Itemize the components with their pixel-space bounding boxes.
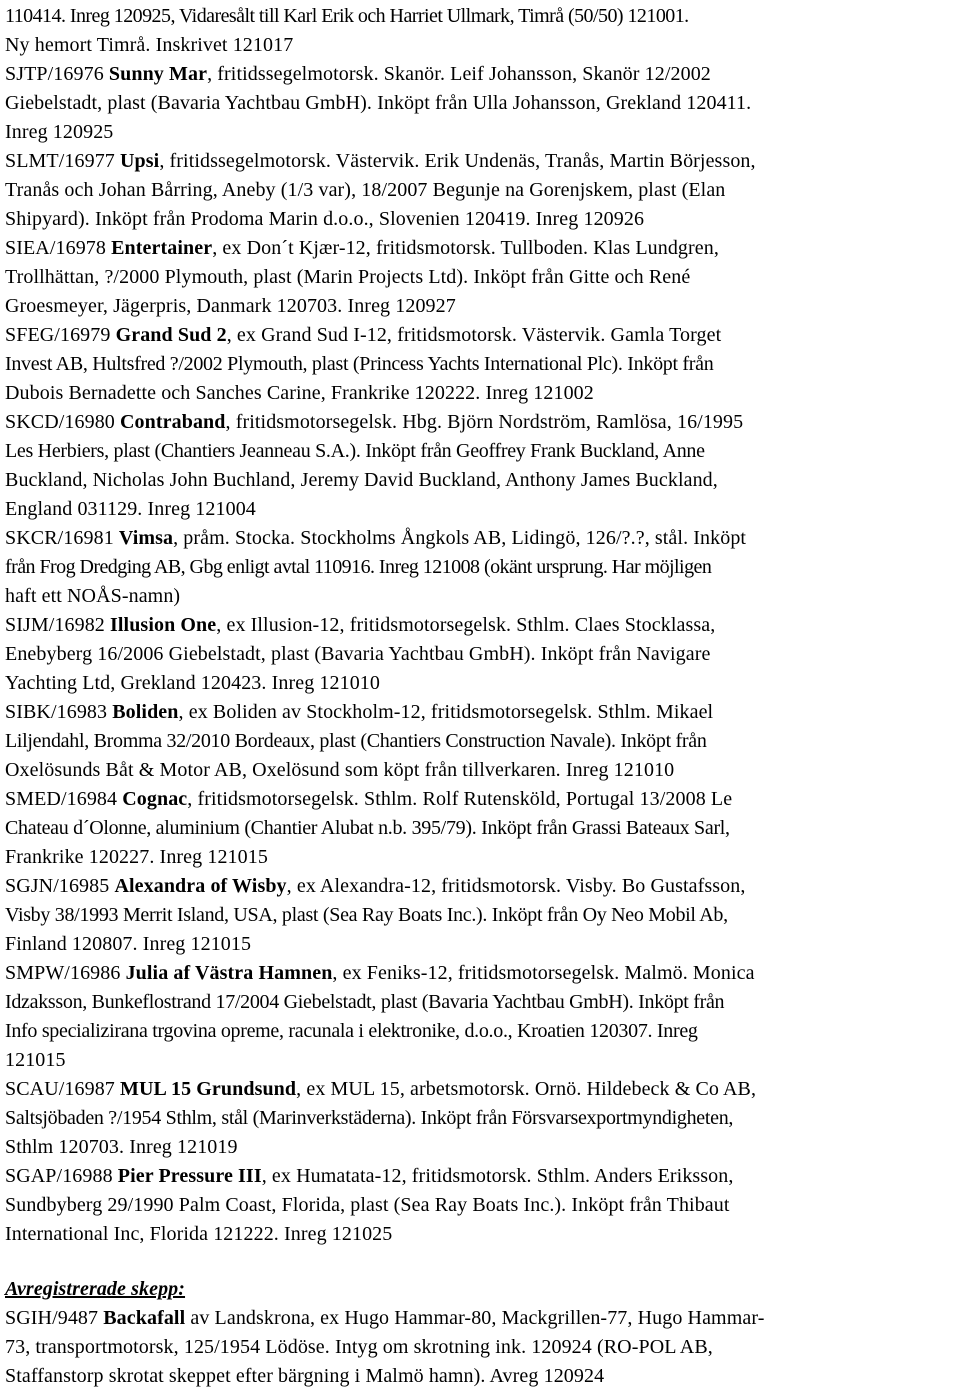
entry-line bbox=[5, 321, 957, 350]
entry-text: , ex Illusion-12, fritidsmotorsegelsk. Sthlm. Claes Stocklassa, bbox=[216, 614, 716, 636]
entry-line bbox=[5, 698, 957, 727]
entry-text: Buckland, Nicholas John Buchland, Jeremy David Buckland, Anthony James Buckland, bbox=[5, 469, 718, 491]
entry-text: , ex Grand Sud I-12, fritidsmotorsk. Västervik. Gamla Torget bbox=[226, 324, 722, 346]
entry-text: 110414. Inreg 120925, Vidaresålt till Karl Erik och Harriet Ullmark, Timrå (50/50) 121001. bbox=[5, 5, 689, 27]
entry-text: Saltsjöbaden ?/1954 Sthlm, stål (Marinverkstäderna). Inköpt från Försvarsexportmyndigheten, bbox=[5, 1107, 734, 1129]
entry-text: Ny hemort Timrå. Inskrivet 121017 bbox=[5, 34, 294, 56]
entry-text: Yachting Ltd, Grekland 120423. Inreg 121010 bbox=[5, 672, 380, 694]
entry-text: SLMT/16977 bbox=[5, 150, 120, 172]
entry-line bbox=[5, 582, 957, 611]
entry-line bbox=[5, 292, 957, 321]
entry-line bbox=[5, 408, 957, 437]
ship-register-entries bbox=[5, 2, 957, 1249]
register-entry bbox=[5, 785, 957, 872]
entry-line bbox=[5, 379, 957, 408]
entry-text: SFEG/16979 bbox=[5, 324, 116, 346]
register-entry bbox=[5, 60, 957, 147]
entry-line bbox=[5, 1017, 957, 1046]
entry-text: Staffanstorp skrotat skeppet efter bärgning i Malmö hamn). Avreg 120924 bbox=[5, 1365, 605, 1387]
entry-text: Sundbyberg 29/1990 Palm Coast, Florida, plast (Sea Ray Boats Inc.). Inköpt från Thibaut bbox=[5, 1194, 730, 1216]
deregistered-heading: Avregistrerade skepp: bbox=[5, 1278, 186, 1300]
entry-text: SGJN/16985 bbox=[5, 875, 115, 897]
entry-text: , fritidssegelmotorsk. Skanör. Leif Johansson, Skanör 12/2002 bbox=[207, 63, 711, 85]
entry-line bbox=[5, 350, 957, 379]
entry-line bbox=[5, 1075, 957, 1104]
entry-line bbox=[5, 553, 957, 582]
entry-text: Invest AB, Hultsfred ?/2002 Plymouth, plast (Princess Yachts International Plc). Inköpt från bbox=[5, 353, 714, 375]
entry-line bbox=[5, 640, 957, 669]
entry-text: , fritidsmotorsegelsk. Hbg. Björn Nordström, Ramlösa, 16/1995 bbox=[225, 411, 744, 433]
entry-line bbox=[5, 872, 957, 901]
entry-line bbox=[5, 263, 957, 292]
entry-text: SMPW/16986 bbox=[5, 962, 126, 984]
entry-line bbox=[5, 959, 957, 988]
entry-text: 73, transportmotorsk, 125/1954 Lödöse. Intyg om skrotning ink. 120924 (RO-POL AB, bbox=[5, 1336, 713, 1358]
entry-text: Tranås och Johan Bårring, Aneby (1/3 var), 18/2007 Begunje na Gorenjskem, plast (Elan bbox=[5, 179, 726, 201]
entry-text: SGIH/9487 bbox=[5, 1307, 104, 1329]
entry-text: Idzaksson, Bunkeflostrand 17/2004 Giebelstadt, plast (Bavaria Yachtbau GmbH). Inköpt från bbox=[5, 991, 725, 1013]
vessel-name: Pier Pressure III bbox=[117, 1165, 262, 1187]
register-entry bbox=[5, 234, 957, 321]
entry-text: SMED/16984 bbox=[5, 788, 123, 810]
entry-line bbox=[5, 1162, 957, 1191]
vessel-name: Grand Sud 2 bbox=[115, 324, 227, 346]
document-page bbox=[5, 2, 957, 1391]
vessel-name: Alexandra of Wisby bbox=[114, 875, 287, 897]
entry-line bbox=[5, 611, 957, 640]
entry-line bbox=[5, 1220, 957, 1249]
vessel-name: Entertainer bbox=[111, 237, 213, 259]
entry-text: Chateau d´Olonne, aluminium (Chantier Alubat n.b. 395/79). Inköpt från Grassi Bateaux Sarl, bbox=[5, 817, 730, 839]
entry-text: , ex MUL 15, arbetsmotorsk. Ornö. Hildebeck & Co AB, bbox=[296, 1078, 757, 1100]
register-entry bbox=[5, 698, 957, 785]
vessel-name: Boliden bbox=[112, 701, 179, 723]
entry-line bbox=[5, 2, 957, 31]
deregistered-entries bbox=[5, 1304, 957, 1391]
entry-text: Enebyberg 16/2006 Giebelstadt, plast (Bavaria Yachtbau GmbH). Inköpt från Navigare bbox=[5, 643, 711, 665]
vessel-name: Julia af Västra Hamnen bbox=[125, 962, 333, 984]
entry-line bbox=[5, 756, 957, 785]
entry-line bbox=[5, 843, 957, 872]
entry-line bbox=[5, 727, 957, 756]
entry-text: Shipyard). Inköpt från Prodoma Marin d.o.o., Slovenien 120419. Inreg 120926 bbox=[5, 208, 645, 230]
register-entry bbox=[5, 408, 957, 524]
entry-text: Inreg 120925 bbox=[5, 121, 114, 143]
entry-line bbox=[5, 205, 957, 234]
deregistered-entry bbox=[5, 1304, 957, 1391]
entry-line bbox=[5, 1046, 957, 1075]
entry-line bbox=[5, 60, 957, 89]
entry-line bbox=[5, 118, 957, 147]
entry-text: , ex Boliden av Stockholm-12, fritidsmotorsegelsk. Sthlm. Mikael bbox=[178, 701, 714, 723]
entry-text: SIEA/16978 bbox=[5, 237, 112, 259]
entry-line bbox=[5, 785, 957, 814]
entry-text: SKCD/16980 bbox=[5, 411, 121, 433]
deregistered-line bbox=[5, 1333, 957, 1362]
deregistered-line bbox=[5, 1362, 957, 1391]
entry-text: SKCR/16981 bbox=[5, 527, 119, 549]
register-entry bbox=[5, 1162, 957, 1249]
entry-text: SCAU/16987 bbox=[5, 1078, 121, 1100]
entry-line bbox=[5, 495, 957, 524]
entry-line bbox=[5, 901, 957, 930]
vessel-name: Backafall bbox=[103, 1307, 186, 1329]
entry-text: SJTP/16976 bbox=[5, 63, 109, 85]
entry-line bbox=[5, 437, 957, 466]
entry-text: Finland 120807. Inreg 121015 bbox=[5, 933, 252, 955]
entry-text: , pråm. Stocka. Stockholms Ångkols AB, Lidingö, 126/?.?, stål. Inköpt bbox=[173, 527, 747, 549]
vessel-name: Cognac bbox=[122, 788, 188, 810]
entry-line bbox=[5, 524, 957, 553]
entry-text: , ex Feniks-12, fritidsmotorsegelsk. Malmö. Monica bbox=[332, 962, 755, 984]
entry-text: Liljendahl, Bromma 32/2010 Bordeaux, plast (Chantiers Construction Navale). Inköpt från bbox=[5, 730, 707, 752]
entry-text: Groesmeyer, Jägerpris, Danmark 120703. Inreg 120927 bbox=[5, 295, 456, 317]
entry-text: , fritidssegelmotorsk. Västervik. Erik Undenäs, Tranås, Martin Börjesson, bbox=[159, 150, 756, 172]
entry-text: Info specializirana trgovina opreme, racunala i elektronike, d.o.o., Kroatien 120307. Inreg bbox=[5, 1020, 698, 1042]
vessel-name: Contraband bbox=[120, 411, 226, 433]
entry-line bbox=[5, 176, 957, 205]
register-entry bbox=[5, 872, 957, 959]
entry-text: av Landskrona, ex Hugo Hammar-80, Mackgrillen-77, Hugo Hammar- bbox=[185, 1307, 765, 1329]
entry-text: Sthlm 120703. Inreg 121019 bbox=[5, 1136, 238, 1158]
entry-line bbox=[5, 1104, 957, 1133]
entry-text: Visby 38/1993 Merrit Island, USA, plast (Sea Ray Boats Inc.). Inköpt från Oy Neo Mobil Ab, bbox=[5, 904, 728, 926]
entry-line bbox=[5, 669, 957, 698]
register-entry bbox=[5, 321, 957, 408]
vessel-name: Vimsa bbox=[118, 527, 174, 549]
entry-line bbox=[5, 1133, 957, 1162]
entry-text: , fritidsmotorsegelsk. Sthlm. Rolf Rutensköld, Portugal 13/2008 Le bbox=[187, 788, 733, 810]
entry-text: , ex Humatata-12, fritidsmotorsk. Sthlm. Anders Eriksson, bbox=[261, 1165, 734, 1187]
deregistered-line bbox=[5, 1304, 957, 1333]
vessel-name: Illusion One bbox=[110, 614, 217, 636]
entry-text: Dubois Bernadette och Sanches Carine, Frankrike 120222. Inreg 121002 bbox=[5, 382, 594, 404]
entry-text: , ex Alexandra-12, fritidsmotorsk. Visby. Bo Gustafsson, bbox=[286, 875, 746, 897]
register-entry bbox=[5, 1075, 957, 1162]
entry-text: England 031129. Inreg 121004 bbox=[5, 498, 256, 520]
entry-continuation bbox=[5, 2, 957, 60]
entry-text: Les Herbiers, plast (Chantiers Jeanneau S.A.). Inköpt från Geoffrey Frank Buckland, Anne bbox=[5, 440, 705, 462]
entry-text: Giebelstadt, plast (Bavaria Yachtbau GmbH). Inköpt från Ulla Johansson, Grekland 120411. bbox=[5, 92, 752, 114]
entry-text: Oxelösunds Båt & Motor AB, Oxelösund som köpt från tillverkaren. Inreg 121010 bbox=[5, 759, 675, 781]
entry-text: , ex Don´t Kjær-12, fritidsmotorsk. Tullboden. Klas Lundgren, bbox=[212, 237, 719, 259]
entry-line bbox=[5, 988, 957, 1017]
entry-text: Trollhättan, ?/2000 Plymouth, plast (Marin Projects Ltd). Inköpt från Gitte och René bbox=[5, 266, 691, 288]
entry-text: SIBK/16983 bbox=[5, 701, 113, 723]
register-entry bbox=[5, 611, 957, 698]
entry-text: SIJM/16982 bbox=[5, 614, 111, 636]
register-entry bbox=[5, 147, 957, 234]
vessel-name: MUL 15 Grundsund bbox=[120, 1078, 297, 1100]
entry-text: haft ett NOÅS-namn) bbox=[5, 585, 181, 607]
entry-line bbox=[5, 814, 957, 843]
entry-line bbox=[5, 1191, 957, 1220]
entry-line bbox=[5, 466, 957, 495]
entry-text: SGAP/16988 bbox=[5, 1165, 118, 1187]
entry-line bbox=[5, 234, 957, 263]
entry-text: Frankrike 120227. Inreg 121015 bbox=[5, 846, 268, 868]
register-entry bbox=[5, 524, 957, 611]
register-entry bbox=[5, 959, 957, 1075]
entry-text: från Frog Dredging AB, Gbg enligt avtal 110916. Inreg 121008 (okänt ursprung. Har möjligen bbox=[5, 556, 712, 578]
vessel-name: Upsi bbox=[120, 150, 160, 172]
entry-line bbox=[5, 930, 957, 959]
entry-text: International Inc, Florida 121222. Inreg 121025 bbox=[5, 1223, 393, 1245]
entry-line bbox=[5, 31, 957, 60]
entry-text: 121015 bbox=[5, 1049, 66, 1071]
entry-line bbox=[5, 89, 957, 118]
entry-line bbox=[5, 147, 957, 176]
vessel-name: Sunny Mar bbox=[108, 63, 208, 85]
